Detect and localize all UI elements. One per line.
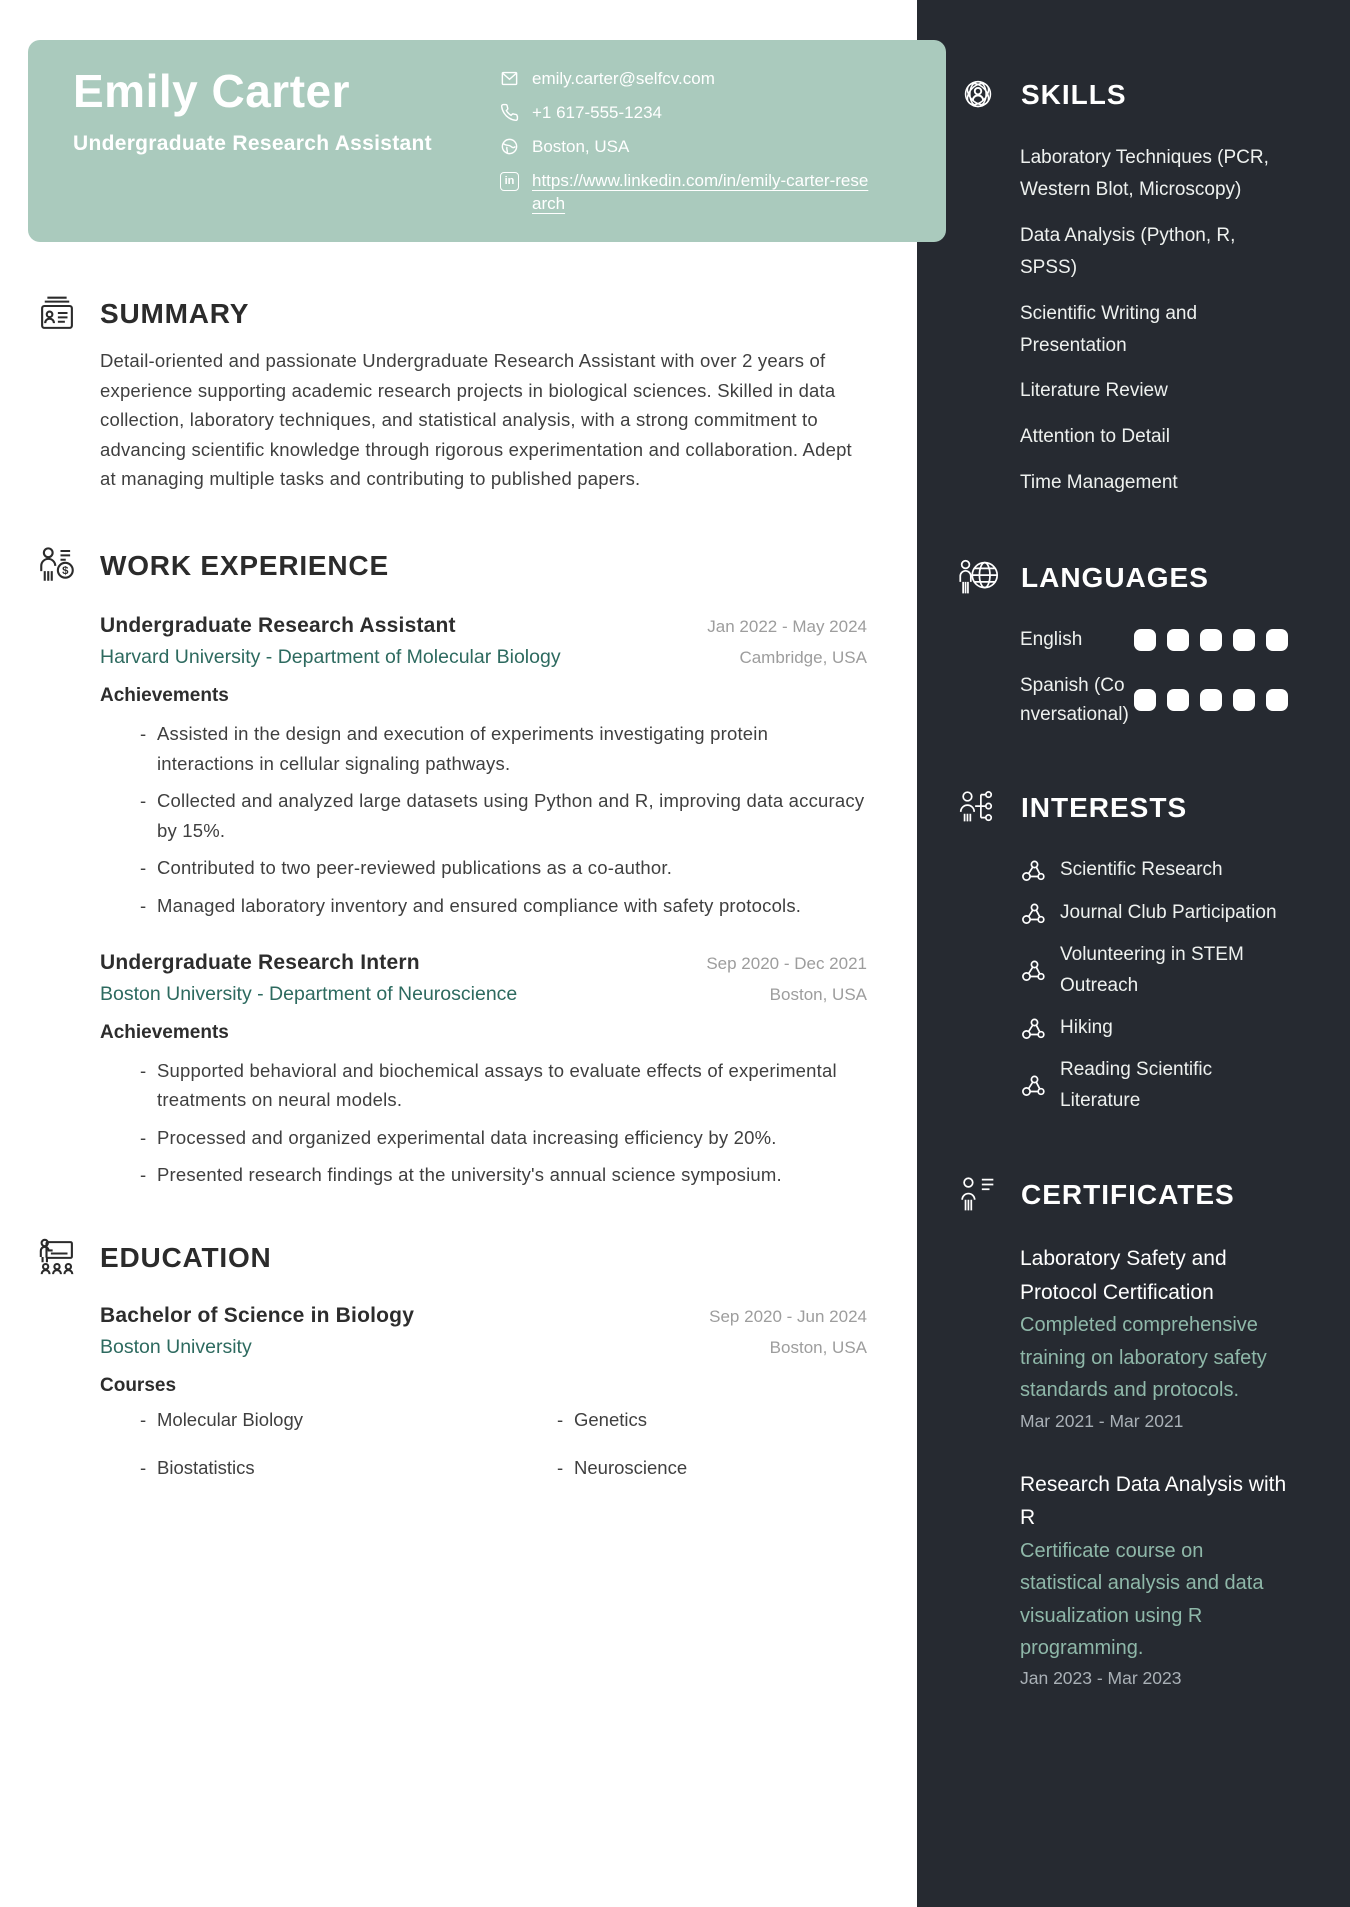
course-item: - Neuroscience	[517, 1457, 867, 1479]
achievements-list	[100, 719, 867, 921]
sidebar	[917, 0, 1350, 1907]
skill-item: Literature Review	[1020, 380, 1168, 402]
phone-value: +1 617-555-1234	[532, 102, 662, 122]
skill-item: Attention to Detail	[1020, 426, 1170, 448]
achievements-label: Achievements	[100, 684, 229, 706]
interest-item	[1020, 855, 1288, 885]
course-item: - Genetics	[517, 1409, 867, 1431]
dollar-glyph: $	[62, 565, 69, 578]
languages-heading: LANGUAGES	[1021, 562, 1209, 594]
certificate-title: Research Data Analysis with R	[1020, 1472, 1287, 1530]
contact-email-row	[500, 68, 872, 91]
language-level-dot	[1233, 689, 1255, 711]
molecule-icon	[1020, 900, 1047, 927]
work-experience-section	[36, 544, 867, 1190]
skill-item: Laboratory Techniques (PCR, Western Blot, Microscopy)	[1020, 147, 1269, 200]
interests-section	[955, 785, 1288, 1116]
interest-item	[1020, 898, 1288, 928]
contact-linkedin-row	[500, 170, 872, 216]
achievements-list	[100, 1056, 867, 1190]
achievement-item: - Processed and organized experimental data increasing efficiency by 20%.	[100, 1123, 867, 1153]
school-name: Boston University	[100, 1335, 252, 1358]
linkedin-link[interactable]: https://www.linkedin.com/in/emily-carter-research	[532, 170, 869, 213]
language-row	[1020, 671, 1288, 730]
candidate-title: Undergraduate Research Assistant	[73, 132, 432, 155]
education-header	[36, 1236, 867, 1280]
contact-phone-row	[500, 102, 872, 125]
certificate-description: Completed comprehensive training on laboratory safety standards and protocols.	[1020, 1314, 1267, 1402]
work-experience-icon	[36, 544, 78, 588]
language-row	[1020, 625, 1288, 654]
skill-item: Time Management	[1020, 472, 1178, 494]
job-dates: Jan 2022 - May 2024	[707, 616, 867, 636]
interests-heading: INTERESTS	[1021, 792, 1188, 824]
summary-header	[36, 292, 867, 336]
location-value: Boston, USA	[532, 136, 630, 156]
summary-section	[36, 292, 867, 494]
achievement-item: - Presented research findings at the university's annual science symposium.	[100, 1160, 867, 1190]
interest-label: Reading Scientific Literature	[1060, 1059, 1213, 1111]
certificate-item	[1020, 1468, 1288, 1690]
candidate-name: Emily Carter	[73, 65, 351, 117]
job-title: Undergraduate Research Assistant	[100, 613, 456, 637]
skills-section	[955, 72, 1288, 499]
languages-icon	[955, 555, 1001, 601]
achievement-item: - Contributed to two peer-reviewed publications as a co-author.	[100, 853, 867, 883]
phone-icon	[500, 103, 519, 122]
achievement-item: - Managed laboratory inventory and ensured compliance with safety protocols.	[100, 891, 867, 921]
interest-label: Volunteering in STEM Outreach	[1060, 944, 1244, 996]
certificate-dates: Jan 2023 - Mar 2023	[1020, 1668, 1182, 1689]
globe-icon	[500, 137, 519, 156]
language-level-dot	[1134, 689, 1156, 711]
achievement-item: - Supported behavioral and biochemical assays to evaluate effects of experimental treatments on neural models.	[100, 1056, 867, 1115]
language-level-dot	[1233, 629, 1255, 651]
linkedin-icon: in	[500, 172, 519, 191]
language-level	[1134, 689, 1288, 711]
interest-item	[1020, 940, 1288, 1001]
certificate-item	[1020, 1242, 1288, 1431]
certificates-section	[955, 1172, 1288, 1689]
education-heading: EDUCATION	[100, 1241, 272, 1273]
job-dates: Sep 2020 - Dec 2021	[706, 953, 867, 973]
header-card	[28, 40, 946, 242]
email-value: emily.carter@selfcv.com	[532, 69, 715, 88]
interest-label: Hiking	[1060, 1017, 1113, 1039]
certificate-description: Certificate course on statistical analysis and data visualization using R programming.	[1020, 1539, 1264, 1659]
interest-item	[1020, 1013, 1288, 1043]
language-level-dot	[1134, 629, 1156, 651]
skill-item: Data Analysis (Python, R, SPSS)	[1020, 224, 1236, 278]
language-level-dot	[1200, 629, 1222, 651]
languages-header	[955, 555, 1288, 601]
id-card-icon	[36, 292, 78, 336]
summary-heading: SUMMARY	[100, 298, 250, 329]
job-location: Cambridge, USA	[739, 647, 867, 667]
achievement-item: - Assisted in the design and execution of experiments investigating protein interactions in cellular signaling pathways.	[100, 719, 867, 778]
molecule-icon	[1020, 857, 1047, 884]
interest-label: Journal Club Participation	[1060, 901, 1277, 923]
job-company: Harvard University - Department of Molecular Biology	[100, 645, 561, 668]
skill-item: Scientific Writing and Presentation	[1020, 302, 1198, 356]
courses-label: Courses	[100, 1374, 177, 1396]
language-name: Spanish (Conversational)	[1020, 674, 1129, 726]
language-name: English	[1020, 629, 1083, 651]
course-item: - Molecular Biology	[100, 1409, 517, 1431]
molecule-icon	[1020, 1015, 1047, 1042]
certificate-dates: Mar 2021 - Mar 2021	[1020, 1410, 1184, 1431]
education-dates: Sep 2020 - Jun 2024	[709, 1306, 867, 1326]
certificates-heading: CERTIFICATES	[1021, 1179, 1235, 1211]
language-level-dot	[1266, 629, 1288, 651]
job-entry	[100, 614, 867, 921]
certificates-icon	[955, 1172, 1001, 1218]
interests-header	[955, 785, 1288, 831]
job-company: Boston University - Department of Neuroscience	[100, 982, 518, 1005]
molecule-icon	[1020, 957, 1047, 984]
certificate-title: Laboratory Safety and Protocol Certification	[1020, 1247, 1227, 1304]
contact-block	[500, 68, 872, 227]
languages-section	[955, 555, 1288, 729]
email-icon	[500, 69, 519, 88]
work-experience-heading: WORK EXPERIENCE	[100, 549, 389, 581]
certificates-header	[955, 1172, 1288, 1218]
education-location: Boston, USA	[769, 1337, 867, 1357]
job-location: Boston, USA	[769, 984, 867, 1004]
skills-header	[955, 72, 1288, 118]
language-level-dot	[1167, 629, 1189, 651]
job-title: Undergraduate Research Intern	[100, 950, 420, 974]
interests-icon	[955, 785, 1001, 831]
skills-icon	[955, 72, 1001, 118]
interest-label: Scientific Research	[1060, 859, 1223, 881]
work-experience-header	[36, 544, 867, 588]
courses-list	[100, 1409, 867, 1479]
course-item: - Biostatistics	[100, 1457, 517, 1479]
achievements-label: Achievements	[100, 1021, 229, 1043]
language-level-dot	[1266, 689, 1288, 711]
language-level	[1134, 629, 1288, 651]
language-level-dot	[1167, 689, 1189, 711]
summary-text: Detail-oriented and passionate Undergraduate Research Assistant with over 2 years of experience supporting academic research projects in biological sciences. Skilled in data collection, laboratory techniques, and statistical analysis, with a strong commitment to advancing scientific knowledge through rigorous experimentation and collaboration. Adept at managing multiple tasks and contributing to published papers.	[100, 350, 852, 490]
job-entry	[100, 951, 867, 1190]
degree-title: Bachelor of Science in Biology	[100, 1303, 415, 1327]
education-icon	[36, 1236, 78, 1280]
molecule-icon	[1020, 1072, 1047, 1099]
education-section	[36, 1236, 867, 1479]
interest-item	[1020, 1055, 1288, 1116]
achievement-item: - Collected and analyzed large datasets using Python and R, improving data accuracy by 15%.	[100, 786, 867, 845]
contact-location-row	[500, 136, 872, 159]
skills-heading: SKILLS	[1021, 79, 1127, 110]
language-level-dot	[1200, 689, 1222, 711]
